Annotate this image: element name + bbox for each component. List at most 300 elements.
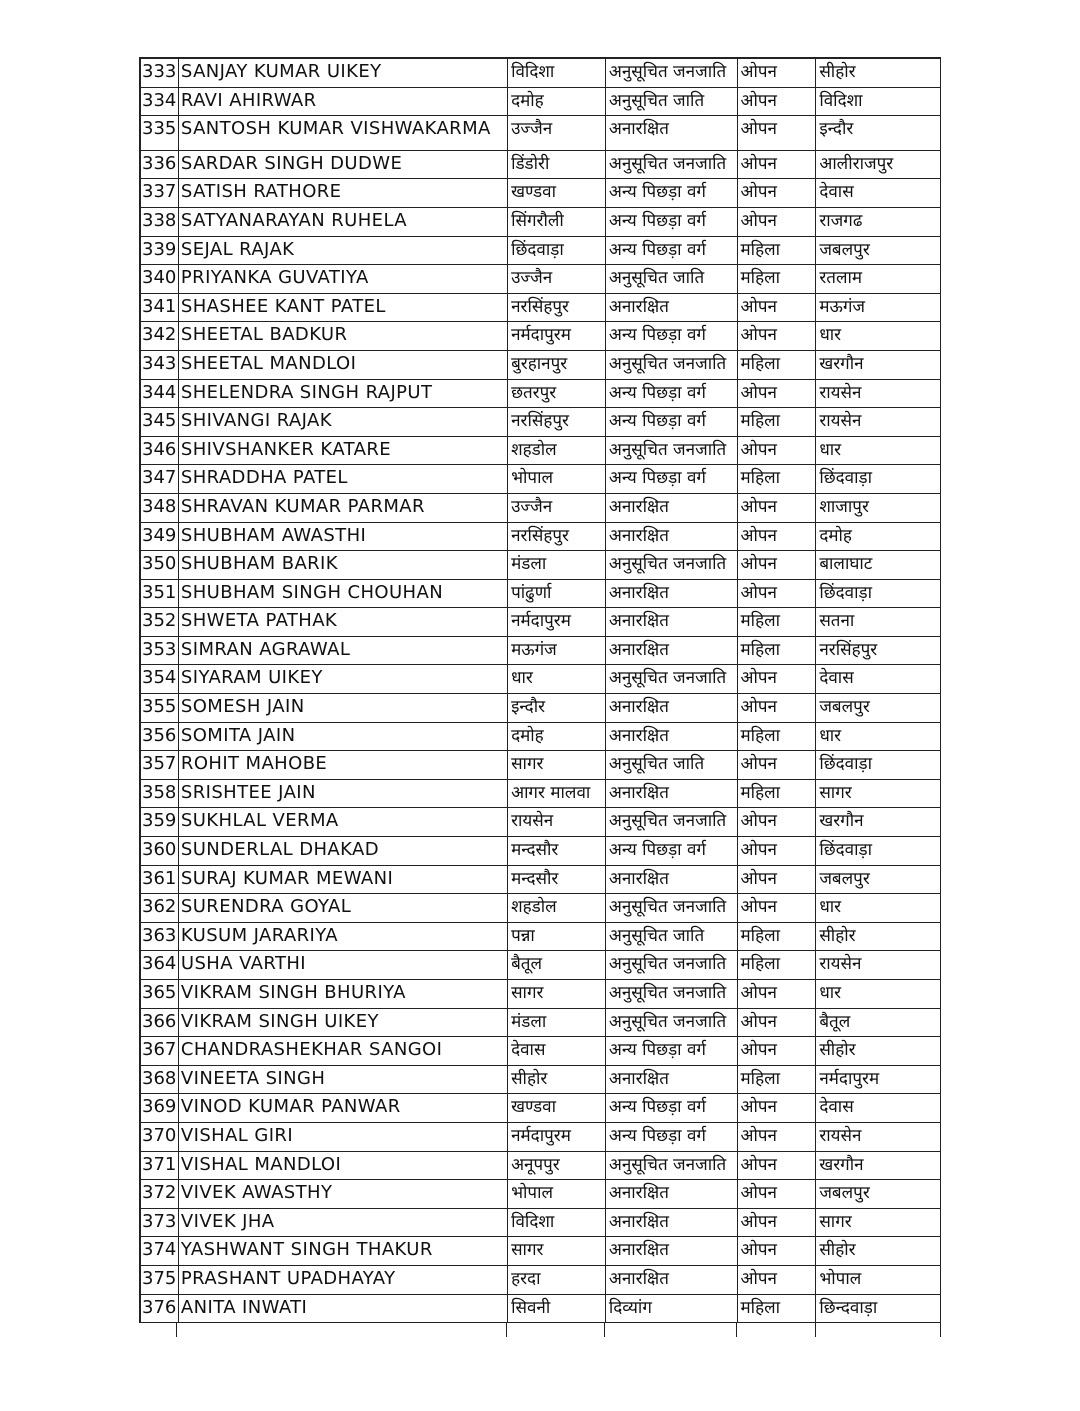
serial-number-cell: 373 <box>141 1209 179 1237</box>
district-cell: सागर <box>508 1237 606 1265</box>
category-cell: अन्य पिछड़ा वर्ग <box>606 322 738 350</box>
district-cell: हरदा <box>508 1266 606 1294</box>
candidate-name-cell: SUKHLAL VERMA <box>179 808 508 836</box>
table-row <box>141 351 941 380</box>
category-cell: अनुसूचित जाति <box>606 923 738 951</box>
serial-number-cell: 356 <box>141 723 179 751</box>
district-cell: छतरपुर <box>508 380 606 408</box>
district-cell: रायसेन <box>508 808 606 836</box>
allotted-district-cell: सागर <box>816 1209 941 1237</box>
candidate-name-cell: SEJAL RAJAK <box>179 237 508 265</box>
category-cell: अन्य पिछड़ा वर्ग <box>606 408 738 436</box>
district-cell: शहडोल <box>508 894 606 922</box>
serial-number-cell: 369 <box>141 1094 179 1122</box>
candidate-name-cell: SANTOSH KUMAR VISHWAKARMA <box>179 116 508 150</box>
serial-number-cell: 342 <box>141 322 179 350</box>
type-cell: महिला <box>738 408 817 436</box>
candidate-name-cell: SHELENDRA SINGH RAJPUT <box>179 380 508 408</box>
candidate-name-cell: VIKRAM SINGH BHURIYA <box>179 980 508 1008</box>
serial-number-cell: 347 <box>141 465 179 493</box>
category-cell: अन्य पिछड़ा वर्ग <box>606 1037 738 1065</box>
serial-number-cell: 351 <box>141 580 179 608</box>
allotted-district-cell: शाजापुर <box>816 494 941 522</box>
category-cell: अनुसूचित जनजाति <box>606 1152 738 1180</box>
type-cell: ओपन <box>738 151 817 179</box>
table-row <box>141 1152 941 1181</box>
candidate-name-cell: PRIYANKA GUVATIYA <box>179 265 508 293</box>
candidate-name-cell: VINEETA SINGH <box>179 1066 508 1094</box>
allotted-district-cell: आलीराजपुर <box>816 151 941 179</box>
serial-number-cell: 367 <box>141 1037 179 1065</box>
serial-number-cell: 345 <box>141 408 179 436</box>
serial-number-cell: 370 <box>141 1123 179 1151</box>
type-cell: महिला <box>738 265 817 293</box>
table-row <box>141 208 941 237</box>
table-row <box>141 1180 941 1209</box>
type-cell: ओपन <box>738 322 817 350</box>
allotted-district-cell: रायसेन <box>816 380 941 408</box>
district-cell: नर्मदापुरम <box>508 1123 606 1151</box>
serial-number-cell: 357 <box>141 751 179 779</box>
district-cell: बुरहानपुर <box>508 351 606 379</box>
allotted-district-cell: सीहोर <box>816 923 941 951</box>
district-cell: पांढुर्णा <box>508 580 606 608</box>
category-cell: अन्य पिछड़ा वर्ग <box>606 237 738 265</box>
district-cell: नरसिंहपुर <box>508 294 606 322</box>
candidate-name-cell: SARDAR SINGH DUDWE <box>179 151 508 179</box>
allotted-district-cell: जबलपुर <box>816 1180 941 1208</box>
category-cell: अनुसूचित जनजाति <box>606 808 738 836</box>
candidate-name-cell: SOMESH JAIN <box>179 694 508 722</box>
district-cell: पन्ना <box>508 923 606 951</box>
district-cell: सिवनी <box>508 1295 606 1323</box>
continuation-cell <box>816 1323 941 1337</box>
allotted-district-cell: धार <box>816 437 941 465</box>
type-cell: ओपन <box>738 1123 817 1151</box>
type-cell: ओपन <box>738 494 817 522</box>
allotted-district-cell: धार <box>816 894 941 922</box>
table-row <box>141 179 941 208</box>
serial-number-cell: 333 <box>141 59 179 87</box>
allotted-district-cell: सीहोर <box>816 1237 941 1265</box>
table-row <box>141 265 941 294</box>
category-cell: अनारक्षित <box>606 1180 738 1208</box>
table-row <box>141 322 941 351</box>
allotted-district-cell: राजगढ <box>816 208 941 236</box>
category-cell: अनुसूचित जनजाति <box>606 151 738 179</box>
category-cell: अनारक्षित <box>606 116 738 150</box>
type-cell: महिला <box>738 237 817 265</box>
category-cell: अनारक्षित <box>606 580 738 608</box>
candidate-name-cell: SHEETAL MANDLOI <box>179 351 508 379</box>
candidate-name-cell: YASHWANT SINGH THAKUR <box>179 1237 508 1265</box>
type-cell: ओपन <box>738 551 817 579</box>
allotted-district-cell: सागर <box>816 780 941 808</box>
category-cell: अन्य पिछड़ा वर्ग <box>606 1123 738 1151</box>
category-cell: दिव्यांग <box>606 1295 738 1323</box>
allotted-district-cell: रायसेन <box>816 1123 941 1151</box>
table-row <box>141 1094 941 1123</box>
district-cell: भोपाल <box>508 465 606 493</box>
table-row <box>141 523 941 552</box>
category-cell: अनुसूचित जनजाति <box>606 894 738 922</box>
serial-number-cell: 354 <box>141 665 179 693</box>
table-row <box>141 59 941 88</box>
district-cell: नर्मदापुरम <box>508 608 606 636</box>
serial-number-cell: 334 <box>141 88 179 116</box>
allotted-district-cell: देवास <box>816 1094 941 1122</box>
candidate-name-cell: VISHAL GIRI <box>179 1123 508 1151</box>
allotted-district-cell: देवास <box>816 179 941 207</box>
table-row <box>141 1123 941 1152</box>
category-cell: अन्य पिछड़ा वर्ग <box>606 208 738 236</box>
type-cell: ओपन <box>738 866 817 894</box>
category-cell: अन्य पिछड़ा वर्ग <box>606 179 738 207</box>
type-cell: ओपन <box>738 1094 817 1122</box>
candidate-name-cell: SHEETAL BADKUR <box>179 322 508 350</box>
table-row <box>141 866 941 895</box>
district-cell: खण्डवा <box>508 179 606 207</box>
allotted-district-cell: धार <box>816 322 941 350</box>
category-cell: अनारक्षित <box>606 608 738 636</box>
type-cell: ओपन <box>738 88 817 116</box>
type-cell: महिला <box>738 723 817 751</box>
candidate-name-cell: RAVI AHIRWAR <box>179 88 508 116</box>
table-row <box>141 608 941 637</box>
district-cell: शहडोल <box>508 437 606 465</box>
candidate-name-cell: SATYANARAYAN RUHELA <box>179 208 508 236</box>
district-cell: डिंडोरी <box>508 151 606 179</box>
serial-number-cell: 361 <box>141 866 179 894</box>
type-cell: महिला <box>738 780 817 808</box>
table-row <box>141 751 941 780</box>
table-row <box>141 116 941 151</box>
serial-number-cell: 372 <box>141 1180 179 1208</box>
allotment-table <box>139 57 941 1337</box>
serial-number-cell: 368 <box>141 1066 179 1094</box>
district-cell: सागर <box>508 980 606 1008</box>
candidate-name-cell: SHASHEE KANT PATEL <box>179 294 508 322</box>
candidate-name-cell: VIKRAM SINGH UIKEY <box>179 1009 508 1037</box>
type-cell: ओपन <box>738 694 817 722</box>
type-cell: ओपन <box>738 1209 817 1237</box>
category-cell: अनारक्षित <box>606 637 738 665</box>
allotted-district-cell: धार <box>816 723 941 751</box>
category-cell: अनुसूचित जाति <box>606 751 738 779</box>
serial-number-cell: 338 <box>141 208 179 236</box>
candidate-name-cell: VISHAL MANDLOI <box>179 1152 508 1180</box>
serial-number-cell: 374 <box>141 1237 179 1265</box>
district-cell: उज्जैन <box>508 116 606 150</box>
candidate-name-cell: CHANDRASHEKHAR SANGOI <box>179 1037 508 1065</box>
district-cell: देवास <box>508 1037 606 1065</box>
serial-number-cell: 359 <box>141 808 179 836</box>
allotted-district-cell: रायसेन <box>816 951 941 979</box>
table-row <box>141 694 941 723</box>
type-cell: ओपन <box>738 380 817 408</box>
district-cell: मन्दसौर <box>508 837 606 865</box>
continuation-cell <box>605 1323 737 1337</box>
table-row <box>141 808 941 837</box>
type-cell: ओपन <box>738 1180 817 1208</box>
district-cell: दमोह <box>508 88 606 116</box>
category-cell: अनारक्षित <box>606 866 738 894</box>
candidate-name-cell: SURAJ KUMAR MEWANI <box>179 866 508 894</box>
candidate-name-cell: SHRAVAN KUMAR PARMAR <box>179 494 508 522</box>
district-cell: दमोह <box>508 723 606 751</box>
serial-number-cell: 346 <box>141 437 179 465</box>
district-cell: विदिशा <box>508 1209 606 1237</box>
serial-number-cell: 349 <box>141 523 179 551</box>
district-cell: नरसिंहपुर <box>508 408 606 436</box>
continuation-cell <box>177 1323 507 1337</box>
type-cell: महिला <box>738 465 817 493</box>
category-cell: अनारक्षित <box>606 694 738 722</box>
continuation-cell <box>139 1323 177 1337</box>
serial-number-cell: 362 <box>141 894 179 922</box>
table-row <box>141 380 941 409</box>
type-cell: ओपन <box>738 1037 817 1065</box>
candidate-name-cell: SHIVANGI RAJAK <box>179 408 508 436</box>
candidate-name-cell: SUNDERLAL DHAKAD <box>179 837 508 865</box>
table-row <box>141 1295 941 1324</box>
table-row <box>141 980 941 1009</box>
type-cell: ओपन <box>738 808 817 836</box>
type-cell: ओपन <box>738 1237 817 1265</box>
type-cell: ओपन <box>738 980 817 1008</box>
type-cell: महिला <box>738 923 817 951</box>
table-row <box>141 580 941 609</box>
allotted-district-cell: छिन्दवाड़ा <box>816 1295 941 1323</box>
serial-number-cell: 340 <box>141 265 179 293</box>
type-cell: ओपन <box>738 179 817 207</box>
allotted-district-cell: नर्मदापुरम <box>816 1066 941 1094</box>
category-cell: अनुसूचित जनजाति <box>606 551 738 579</box>
type-cell: ओपन <box>738 116 817 150</box>
type-cell: महिला <box>738 351 817 379</box>
type-cell: ओपन <box>738 294 817 322</box>
district-cell: मन्दसौर <box>508 866 606 894</box>
district-cell: खण्डवा <box>508 1094 606 1122</box>
type-cell: ओपन <box>738 437 817 465</box>
serial-number-cell: 375 <box>141 1266 179 1294</box>
table-row <box>141 494 941 523</box>
table-row <box>141 837 941 866</box>
allotted-district-cell: छिंदवाड़ा <box>816 465 941 493</box>
allotted-district-cell: छिंदवाड़ा <box>816 580 941 608</box>
type-cell: महिला <box>738 637 817 665</box>
allotted-district-cell: देवास <box>816 665 941 693</box>
category-cell: अनारक्षित <box>606 1237 738 1265</box>
serial-number-cell: 365 <box>141 980 179 1008</box>
type-cell: महिला <box>738 1295 817 1323</box>
candidate-name-cell: SANJAY KUMAR UIKEY <box>179 59 508 87</box>
table-continuation <box>139 1323 941 1337</box>
allotted-district-cell: खरगौन <box>816 1152 941 1180</box>
category-cell: अनुसूचित जाति <box>606 265 738 293</box>
district-cell: सीहोर <box>508 1066 606 1094</box>
type-cell: महिला <box>738 1066 817 1094</box>
category-cell: अन्य पिछड़ा वर्ग <box>606 1094 738 1122</box>
candidate-name-cell: SHRADDHA PATEL <box>179 465 508 493</box>
type-cell: ओपन <box>738 59 817 87</box>
allotted-district-cell: छिंदवाड़ा <box>816 751 941 779</box>
district-cell: बैतूल <box>508 951 606 979</box>
candidate-name-cell: VIVEK AWASTHY <box>179 1180 508 1208</box>
serial-number-cell: 376 <box>141 1295 179 1323</box>
candidate-name-cell: SHUBHAM BARIK <box>179 551 508 579</box>
candidate-name-cell: SATISH RATHORE <box>179 179 508 207</box>
table-row <box>141 465 941 494</box>
table-row <box>141 237 941 266</box>
serial-number-cell: 344 <box>141 380 179 408</box>
category-cell: अनुसूचित जाति <box>606 88 738 116</box>
serial-number-cell: 353 <box>141 637 179 665</box>
district-cell: सागर <box>508 751 606 779</box>
serial-number-cell: 352 <box>141 608 179 636</box>
table-row <box>141 951 941 980</box>
allotted-district-cell: विदिशा <box>816 88 941 116</box>
serial-number-cell: 336 <box>141 151 179 179</box>
candidate-name-cell: USHA VARTHI <box>179 951 508 979</box>
table-row <box>141 408 941 437</box>
allotted-district-cell: भोपाल <box>816 1266 941 1294</box>
table-row <box>141 637 941 666</box>
district-cell: भोपाल <box>508 1180 606 1208</box>
table-row <box>141 894 941 923</box>
allotted-district-cell: रतलाम <box>816 265 941 293</box>
district-cell: इन्दौर <box>508 694 606 722</box>
district-cell: मंडला <box>508 551 606 579</box>
serial-number-cell: 358 <box>141 780 179 808</box>
table-row <box>141 437 941 466</box>
district-cell: विदिशा <box>508 59 606 87</box>
type-cell: ओपन <box>738 1152 817 1180</box>
table-row <box>141 294 941 323</box>
serial-number-cell: 364 <box>141 951 179 979</box>
allotted-district-cell: बालाघाट <box>816 551 941 579</box>
serial-number-cell: 363 <box>141 923 179 951</box>
serial-number-cell: 350 <box>141 551 179 579</box>
candidate-name-cell: PRASHANT UPADHAYAY <box>179 1266 508 1294</box>
allotted-district-cell: नरसिंहपुर <box>816 637 941 665</box>
category-cell: अनारक्षित <box>606 1209 738 1237</box>
category-cell: अनारक्षित <box>606 780 738 808</box>
allotted-district-cell: मऊगंज <box>816 294 941 322</box>
allotted-district-cell: सीहोर <box>816 59 941 87</box>
district-cell: अनूपपुर <box>508 1152 606 1180</box>
allotted-district-cell: दमोह <box>816 523 941 551</box>
serial-number-cell: 348 <box>141 494 179 522</box>
table-body <box>139 57 941 1323</box>
type-cell: ओपन <box>738 751 817 779</box>
allotted-district-cell: सतना <box>816 608 941 636</box>
table-row <box>141 88 941 117</box>
type-cell: ओपन <box>738 1266 817 1294</box>
table-row <box>141 151 941 180</box>
category-cell: अन्य पिछड़ा वर्ग <box>606 837 738 865</box>
category-cell: अनुसूचित जनजाति <box>606 437 738 465</box>
table-row <box>141 1037 941 1066</box>
candidate-name-cell: SHWETA PATHAK <box>179 608 508 636</box>
category-cell: अनुसूचित जनजाति <box>606 1009 738 1037</box>
candidate-name-cell: ROHIT MAHOBE <box>179 751 508 779</box>
table-row <box>141 1209 941 1238</box>
allotted-district-cell: छिंदवाड़ा <box>816 837 941 865</box>
allotted-district-cell: जबलपुर <box>816 694 941 722</box>
category-cell: अनारक्षित <box>606 523 738 551</box>
type-cell: ओपन <box>738 580 817 608</box>
serial-number-cell: 360 <box>141 837 179 865</box>
district-cell: नरसिंहपुर <box>508 523 606 551</box>
category-cell: अनारक्षित <box>606 1066 738 1094</box>
type-cell: ओपन <box>738 208 817 236</box>
category-cell: अनुसूचित जनजाति <box>606 980 738 1008</box>
allotted-district-cell: सीहोर <box>816 1037 941 1065</box>
serial-number-cell: 341 <box>141 294 179 322</box>
district-cell: आगर मालवा <box>508 780 606 808</box>
type-cell: महिला <box>738 608 817 636</box>
category-cell: अन्य पिछड़ा वर्ग <box>606 465 738 493</box>
district-cell: छिंदवाड़ा <box>508 237 606 265</box>
type-cell: महिला <box>738 951 817 979</box>
table-row <box>141 551 941 580</box>
table-row <box>141 780 941 809</box>
district-cell: उज्जैन <box>508 494 606 522</box>
candidate-name-cell: SURENDRA GOYAL <box>179 894 508 922</box>
table-row <box>141 923 941 952</box>
category-cell: अनारक्षित <box>606 494 738 522</box>
continuation-cell <box>507 1323 605 1337</box>
continuation-cell <box>737 1323 816 1337</box>
type-cell: ओपन <box>738 1009 817 1037</box>
candidate-name-cell: SIMRAN AGRAWAL <box>179 637 508 665</box>
serial-number-cell: 337 <box>141 179 179 207</box>
category-cell: अनुसूचित जनजाति <box>606 351 738 379</box>
table-row <box>141 665 941 694</box>
allotted-district-cell: खरगौन <box>816 351 941 379</box>
allotted-district-cell: खरगौन <box>816 808 941 836</box>
type-cell: ओपन <box>738 894 817 922</box>
table-row <box>141 1009 941 1038</box>
category-cell: अनारक्षित <box>606 294 738 322</box>
type-cell: ओपन <box>738 837 817 865</box>
category-cell: अनुसूचित जनजाति <box>606 665 738 693</box>
allotted-district-cell: इन्दौर <box>816 116 941 150</box>
candidate-name-cell: VINOD KUMAR PANWAR <box>179 1094 508 1122</box>
candidate-name-cell: SHUBHAM SINGH CHOUHAN <box>179 580 508 608</box>
category-cell: अनारक्षित <box>606 723 738 751</box>
allotted-district-cell: जबलपुर <box>816 237 941 265</box>
candidate-name-cell: ANITA INWATI <box>179 1295 508 1323</box>
table-row <box>141 1266 941 1295</box>
category-cell: अनुसूचित जनजाति <box>606 59 738 87</box>
table-row <box>141 1066 941 1095</box>
serial-number-cell: 371 <box>141 1152 179 1180</box>
type-cell: ओपन <box>738 523 817 551</box>
table-row <box>141 723 941 752</box>
category-cell: अनुसूचित जनजाति <box>606 951 738 979</box>
district-cell: मंडला <box>508 1009 606 1037</box>
district-cell: नर्मदापुरम <box>508 322 606 350</box>
candidate-name-cell: SHIVSHANKER KATARE <box>179 437 508 465</box>
candidate-name-cell: SRISHTEE JAIN <box>179 780 508 808</box>
serial-number-cell: 343 <box>141 351 179 379</box>
district-cell: धार <box>508 665 606 693</box>
allotted-district-cell: बैतूल <box>816 1009 941 1037</box>
serial-number-cell: 366 <box>141 1009 179 1037</box>
serial-number-cell: 355 <box>141 694 179 722</box>
